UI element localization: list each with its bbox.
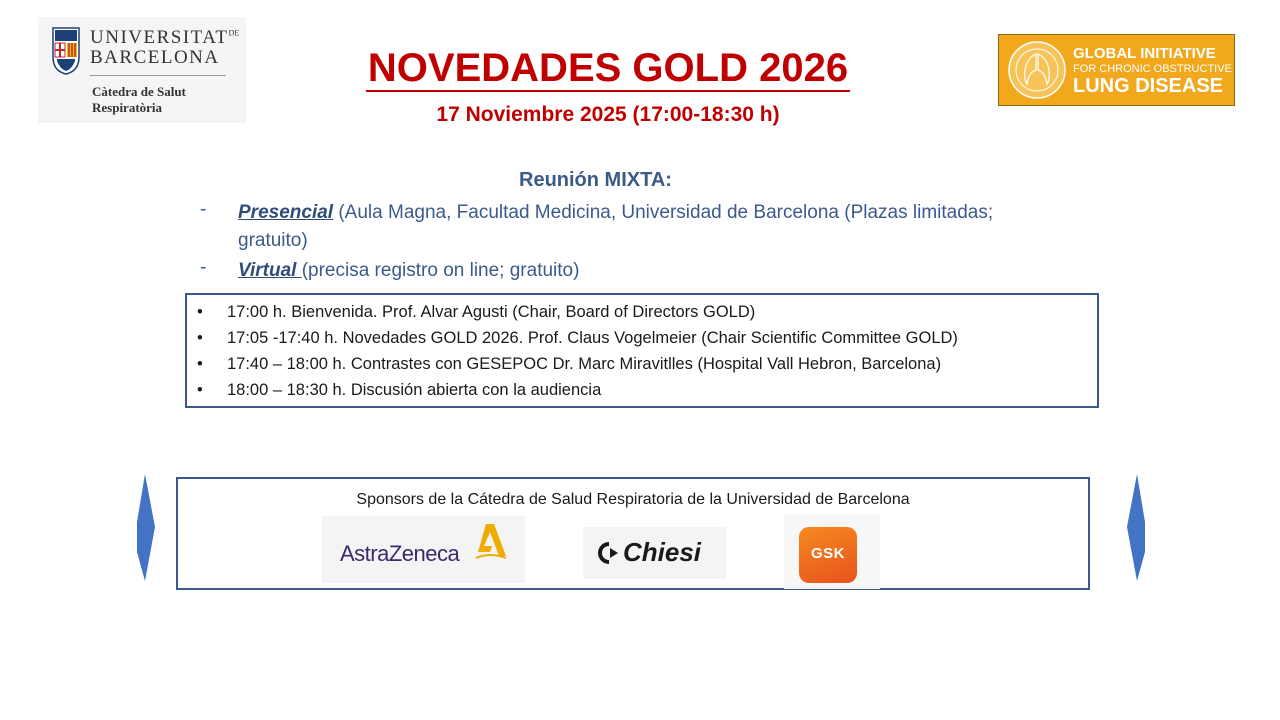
sponsors-box: [176, 477, 1090, 590]
mode-detail: (Aula Magna, Facultad Medicina, Universidad de Barcelona (Plazas limitadas; gratuito): [238, 202, 994, 251]
event-date: 17 Noviembre 2025 (17:00-18:30 h): [436, 103, 780, 126]
agenda-item: • 17:05 -17:40 h. Novedades GOLD 2026. Prof. Claus Vogelmeier (Chair Scientific Committee GOLD): [197, 326, 1097, 352]
chiesi-wordmark: Chiesi: [623, 537, 702, 567]
arrow-left-icon: [1127, 474, 1145, 581]
bullet: •: [197, 303, 203, 321]
mode-label: Presencial: [238, 202, 334, 223]
agenda-box: [185, 293, 1099, 408]
ub-name-line1: $UNIVERSITAT^{DE}$: [90, 27, 240, 48]
meeting-heading: Reunión MIXTA:: [519, 169, 672, 191]
sponsors-title: Sponsors de la Cátedra de Salud Respiratoria de la Universidad de Barcelona: [356, 491, 910, 508]
page-title-text: NOVEDADES GOLD 2026: [367, 46, 849, 90]
ub-name-line2: BARCELONA: [90, 47, 220, 68]
agenda-item: • 17:40 – 18:00 h. Contrastes con GESEPOC Dr. Marc Miravitlles (Hospital Vall Hebron, Barcelona): [197, 352, 1097, 378]
gold-line3: LUNG DISEASE: [1073, 75, 1224, 97]
mode-detail: (precisa registro on line; gratuito): [301, 260, 580, 281]
gold-logo: [998, 34, 1235, 106]
bullet: •: [197, 329, 203, 347]
ub-chair-line2: Respiratòria: [92, 100, 163, 115]
agenda-item: • 17:00 h. Bienvenida. Prof. Alvar Agusti (Chair, Board of Directors GOLD): [197, 300, 1097, 326]
gsk-logo: [784, 515, 880, 589]
gold-line1: GLOBAL INITIATIVE: [1073, 45, 1216, 62]
mode-dash: -: [200, 257, 207, 278]
astrazeneca-wordmark: AstraZeneca: [340, 541, 460, 566]
ub-chair-line1: Càtedra de Salut: [92, 84, 186, 99]
astrazeneca-symbol-icon: [472, 522, 510, 562]
chiesi-symbol-icon: [597, 541, 623, 565]
agenda-item: • 18:00 – 18:30 h. Discusión abierta con la audiencia: [197, 378, 1097, 404]
chiesi-logo: [583, 527, 726, 579]
bullet: •: [197, 381, 203, 399]
gsk-wordmark: GSK: [810, 545, 845, 562]
gold-line2: FOR CHRONIC OBSTRUCTIVE: [1073, 63, 1232, 75]
bullet: •: [197, 355, 203, 373]
astrazeneca-logo: [322, 516, 525, 583]
mode-dash: -: [200, 199, 207, 220]
mode-label: Virtual: [238, 260, 302, 281]
gsk-tile: [799, 527, 857, 583]
arrow-right-icon: [137, 474, 155, 581]
gold-lungs-icon: [1007, 40, 1067, 100]
